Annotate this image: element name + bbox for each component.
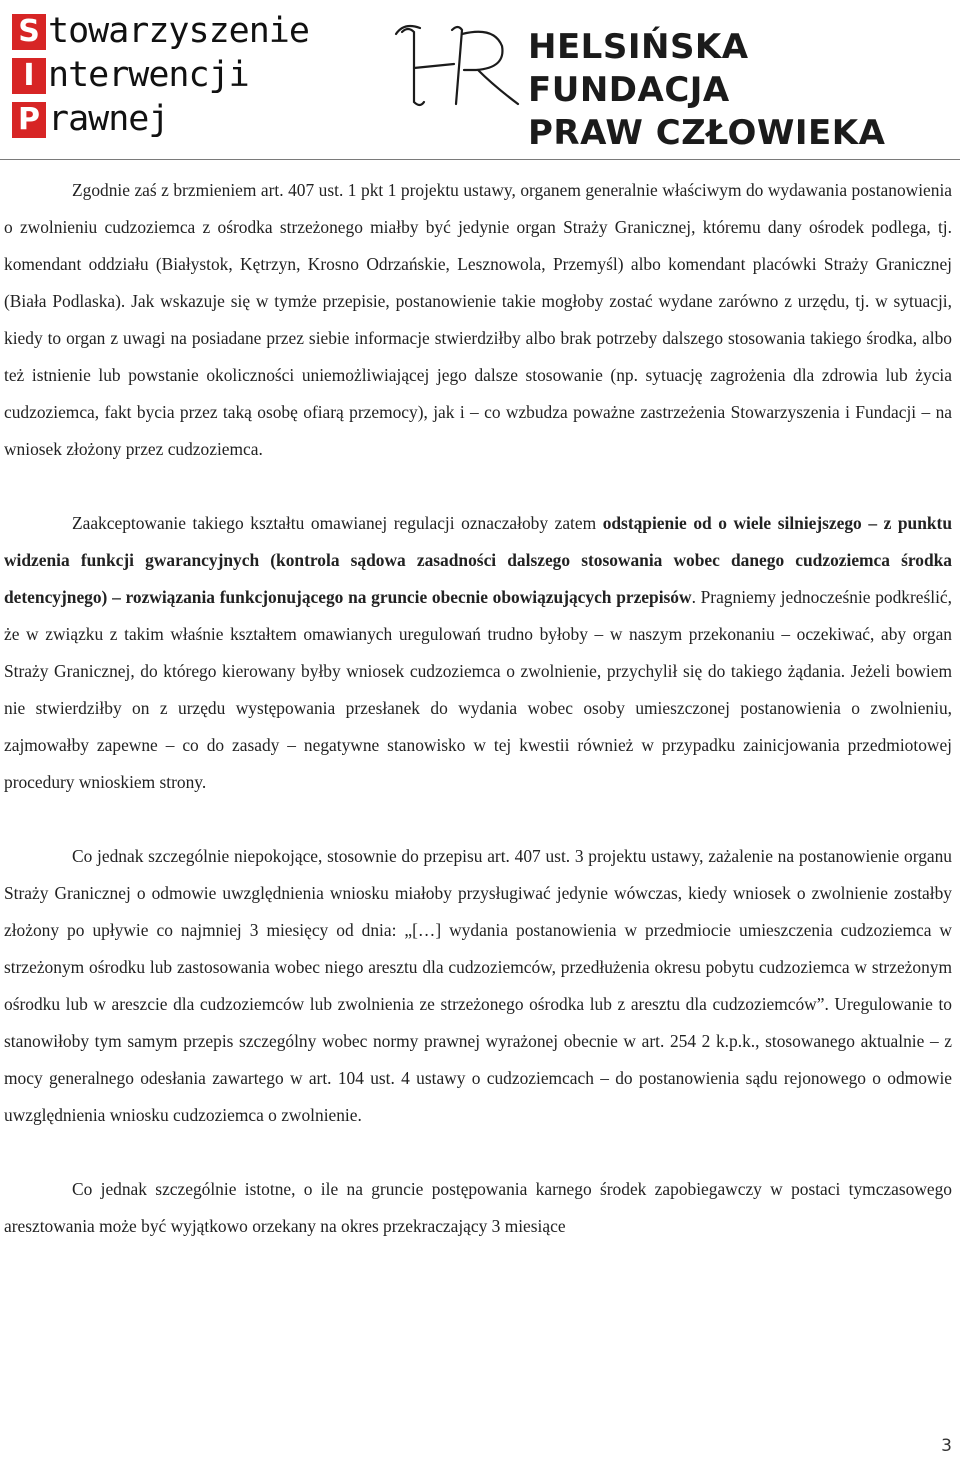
sip-logo (12, 6, 309, 138)
document-body (4, 172, 952, 1245)
sip-logo-initial: P (12, 102, 46, 138)
paragraph-4: Co jednak szczególnie istotne, o ile na gruncie postępowania karnego środek zapobiegawczy w postaci tymczasowego aresztowania może być wyjątkowo orzekany na okres przekraczający 3 miesiące (4, 1179, 952, 1236)
sip-logo-initial: I (12, 58, 46, 94)
sip-logo-word: towarzyszenie (48, 11, 309, 51)
sip-logo-initial: S (12, 14, 46, 50)
paragraph-2-start: Zaakceptowanie takiego kształtu omawianej regulacji oznaczałoby zatem (72, 513, 603, 533)
paragraph-1: Zgodnie zaś z brzmieniem art. 407 ust. 1 pkt 1 projektu ustawy, organem generalnie właściwym do wydawania postanowienia o zwolnieniu cudzoziemca z ośrodka strzeżonego miałby być jedynie organ Straży Granicznej, któremu dany ośrodek podlega, tj. komendant oddziału (Białystok, Kętrzyn, Krosno Odrzańskie, Lesznowola, Przemyśl) albo komendant placówki Straży Granicznej (Biała Podlaska). Jak wskazuje się w tymże przepisie, postanowienie takie mogłoby zostać wydane zarówno z urzędu, tj. w sytuacji, kiedy to organ z uwagi na posiadane przez siebie informacje stwierdziłby albo brak potrzeby dalszego stosowania takiego środka, albo też istnienie lub powstanie okoliczności uniemożliwiającej jego dalsze stosowanie (np. sytuację zagrożenia dla zdrowia lub życia cudzoziemca, fakt bycia przez taką osobę ofiarą przemocy), jak i – co wzbudza poważne zastrzeżenia Stowarzyszenia i Fundacji – na wniosek złożony przez cudzoziemca. (4, 180, 952, 459)
sip-logo-word: rawnej (48, 99, 169, 139)
paragraph-gap (4, 1134, 952, 1171)
page-number: 3 (941, 1436, 952, 1456)
paragraph-3: Co jednak szczególnie niepokojące, stosownie do przepisu art. 407 ust. 3 projektu ustawy, zażalenie na postanowienie organu Straży Granicznej o odmowie uwzględnienia wniosku miałoby przysługiwać jedynie wówczas, kiedy wniosek o zwolnienie zostałby złożony po upływie co najmniej 3 miesięcy od dnia: „[…] wydania postanowienia w przedmiocie umieszczenia cudzoziemca w strzeżonym ośrodku lub zastosowania wobec niego aresztu dla cudzoziemców, przedłużenia okresu pobytu cudzoziemca w strzeżonym ośrodku lub w areszcie dla cudzoziemców lub zwolnienia ze strzeżonego ośrodka lub z aresztu dla cudzoziemców”. Uregulowanie to stanowiłoby tym samym przepis szczególny wobec normy prawnej wyrażonej obecnie w art. 254 2 k.p.k., stosowanego aktualnie – z mocy generalnego odesłania zawartego w art. 104 ust. 4 ustawy o cudzoziemcach – do postanowienia sądu rejonowego o odmowie uwzględnienia wniosku cudzoziemca o zwolnienie. (4, 846, 952, 1125)
page-header (0, 0, 960, 160)
header-divider (0, 159, 960, 160)
sip-logo-line (12, 50, 309, 94)
hfhr-logo-line2: PRAW CZŁOWIEKA (528, 113, 886, 153)
paragraph-2 (4, 505, 952, 801)
hfhr-logo-line1: HELSIŃSKA FUNDACJA (528, 27, 749, 110)
paragraph-gap (4, 801, 952, 838)
paragraph-gap (4, 468, 952, 505)
sip-logo-line (12, 6, 309, 50)
sip-logo-line (12, 94, 309, 138)
paragraph-2-bold: odstąpienie od o wiele silniejszego – z punktu widzenia funkcji gwarancyjnych (kontrola sądowa zasadności dalszego stosowania wobec danego cudzoziemca środka detencyjnego) – rozwiązania funkcjonującego na gruncie obecnie obowiązujących przepisów (4, 513, 952, 607)
paragraph-2-end: . Pragniemy jednocześnie podkreślić, że w związku z takim właśnie kształtem omawianych uregulowań trudno byłoby – w naszym przekonaniu – oczekiwać, aby organ Straży Granicznej, do którego kierowany byłby wniosek cudzoziemca o zwolnienie, przychylił się do takiego żądania. Jeżeli bowiem nie stwierdziłby on z urzędu występowania przesłanek do wydania wobec osoby umieszczonej postanowienia o zwolnieniu, zajmowałby zapewne – co do zasady – negatywne stanowisko w tej kwestii również w przypadku zainicjowania przedmiotowej procedury wnioskiem strony. (4, 587, 952, 792)
hr-monogram-icon (394, 20, 524, 110)
sip-logo-word: nterwencji (48, 55, 249, 95)
hfhr-logo-text (528, 26, 960, 155)
